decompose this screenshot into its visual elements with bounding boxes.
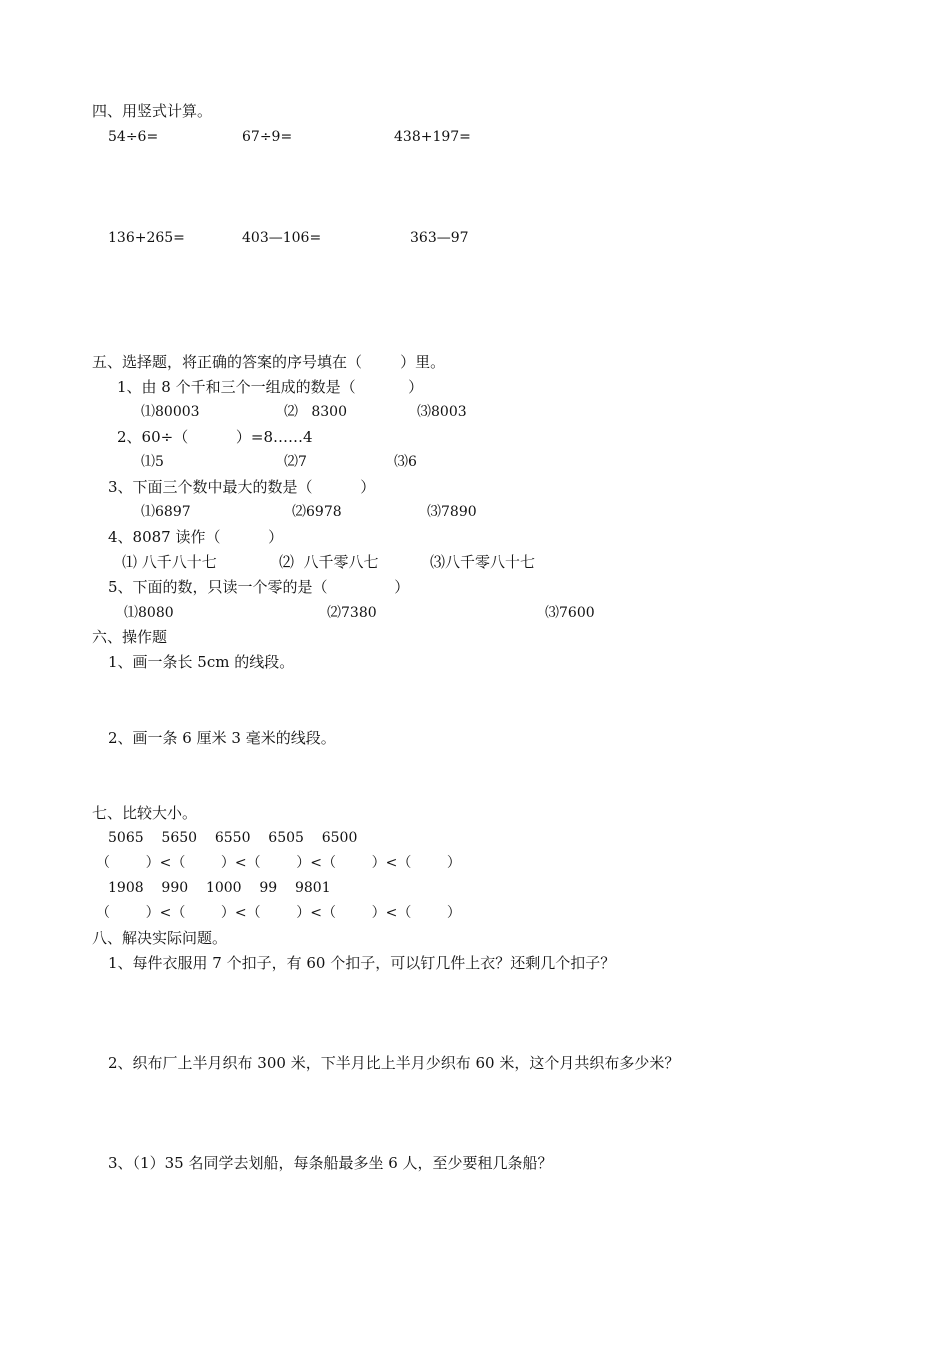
option: ⑶7600 [545, 605, 595, 621]
calc-item: 403—106= [242, 230, 322, 246]
comparison-blanks: （ ）<（ ）<（ ）<（ ）<（ ） [96, 905, 461, 921]
calc-item: 67÷9= [242, 129, 293, 145]
question: 1、每件衣服用 7 个扣子，有 60 个扣子，可以钉几件上衣？还剩几个扣子？ [108, 954, 616, 972]
section-7-title: 七、比较大小。 [92, 804, 198, 822]
option: ⑶6 [394, 454, 417, 470]
question: 2、织布厂上半月织布 300 米，下半月比上半月少织布 60 米，这个月共织布多少米？ [108, 1054, 680, 1072]
question: 2、画一条 6 厘米 3 毫米的线段。 [108, 729, 336, 747]
number-list: 1908 990 1000 99 9801 [108, 880, 331, 896]
option: ⑴8080 [124, 605, 174, 621]
option: ⑴ 八千八十七 [122, 553, 217, 571]
question: 3、（1）35 名同学去划船，每条船最多坐 6 人，至少要租几条船？ [108, 1154, 553, 1172]
question: 5、下面的数，只读一个零的是（ ） [108, 578, 410, 596]
question: 4、8087 读作（ ） [108, 528, 284, 546]
option: ⑵7 [284, 454, 307, 470]
calc-item: 54÷6= [108, 129, 159, 145]
option: ⑵ 八千零八七 [279, 553, 379, 571]
number-list: 5065 5650 6550 6505 6500 [108, 830, 358, 846]
option: ⑴5 [141, 454, 164, 470]
section-8-title: 八、解决实际问题。 [92, 929, 228, 947]
comparison-blanks: （ ）<（ ）<（ ）<（ ）<（ ） [96, 855, 461, 871]
option: ⑶7890 [427, 504, 477, 520]
question: 1、由 8 个千和三个一组成的数是（ ） [117, 378, 424, 396]
option: ⑴6897 [141, 504, 191, 520]
option: ⑵6978 [292, 504, 342, 520]
option: ⑶八千零八十七 [430, 553, 536, 571]
option: ⑵7380 [327, 605, 377, 621]
section-5-title: 五、选择题，将正确的答案的序号填在（ ）里。 [92, 353, 446, 371]
section-6-title: 六、操作题 [92, 628, 168, 646]
option: ⑴80003 [141, 404, 200, 420]
calc-item: 438+197= [394, 129, 471, 145]
question: 2、60÷（ ）=8……4 [117, 428, 313, 446]
question: 1、画一条长 5cm 的线段。 [108, 653, 295, 671]
section-4-title: 四、用竖式计算。 [92, 102, 213, 120]
option: ⑵ 8300 [284, 404, 347, 420]
question: 3、下面三个数中最大的数是（ ） [108, 478, 376, 496]
calc-item: 136+265= [108, 230, 185, 246]
calc-item: 363—97 [410, 230, 469, 246]
option: ⑶8003 [417, 404, 467, 420]
